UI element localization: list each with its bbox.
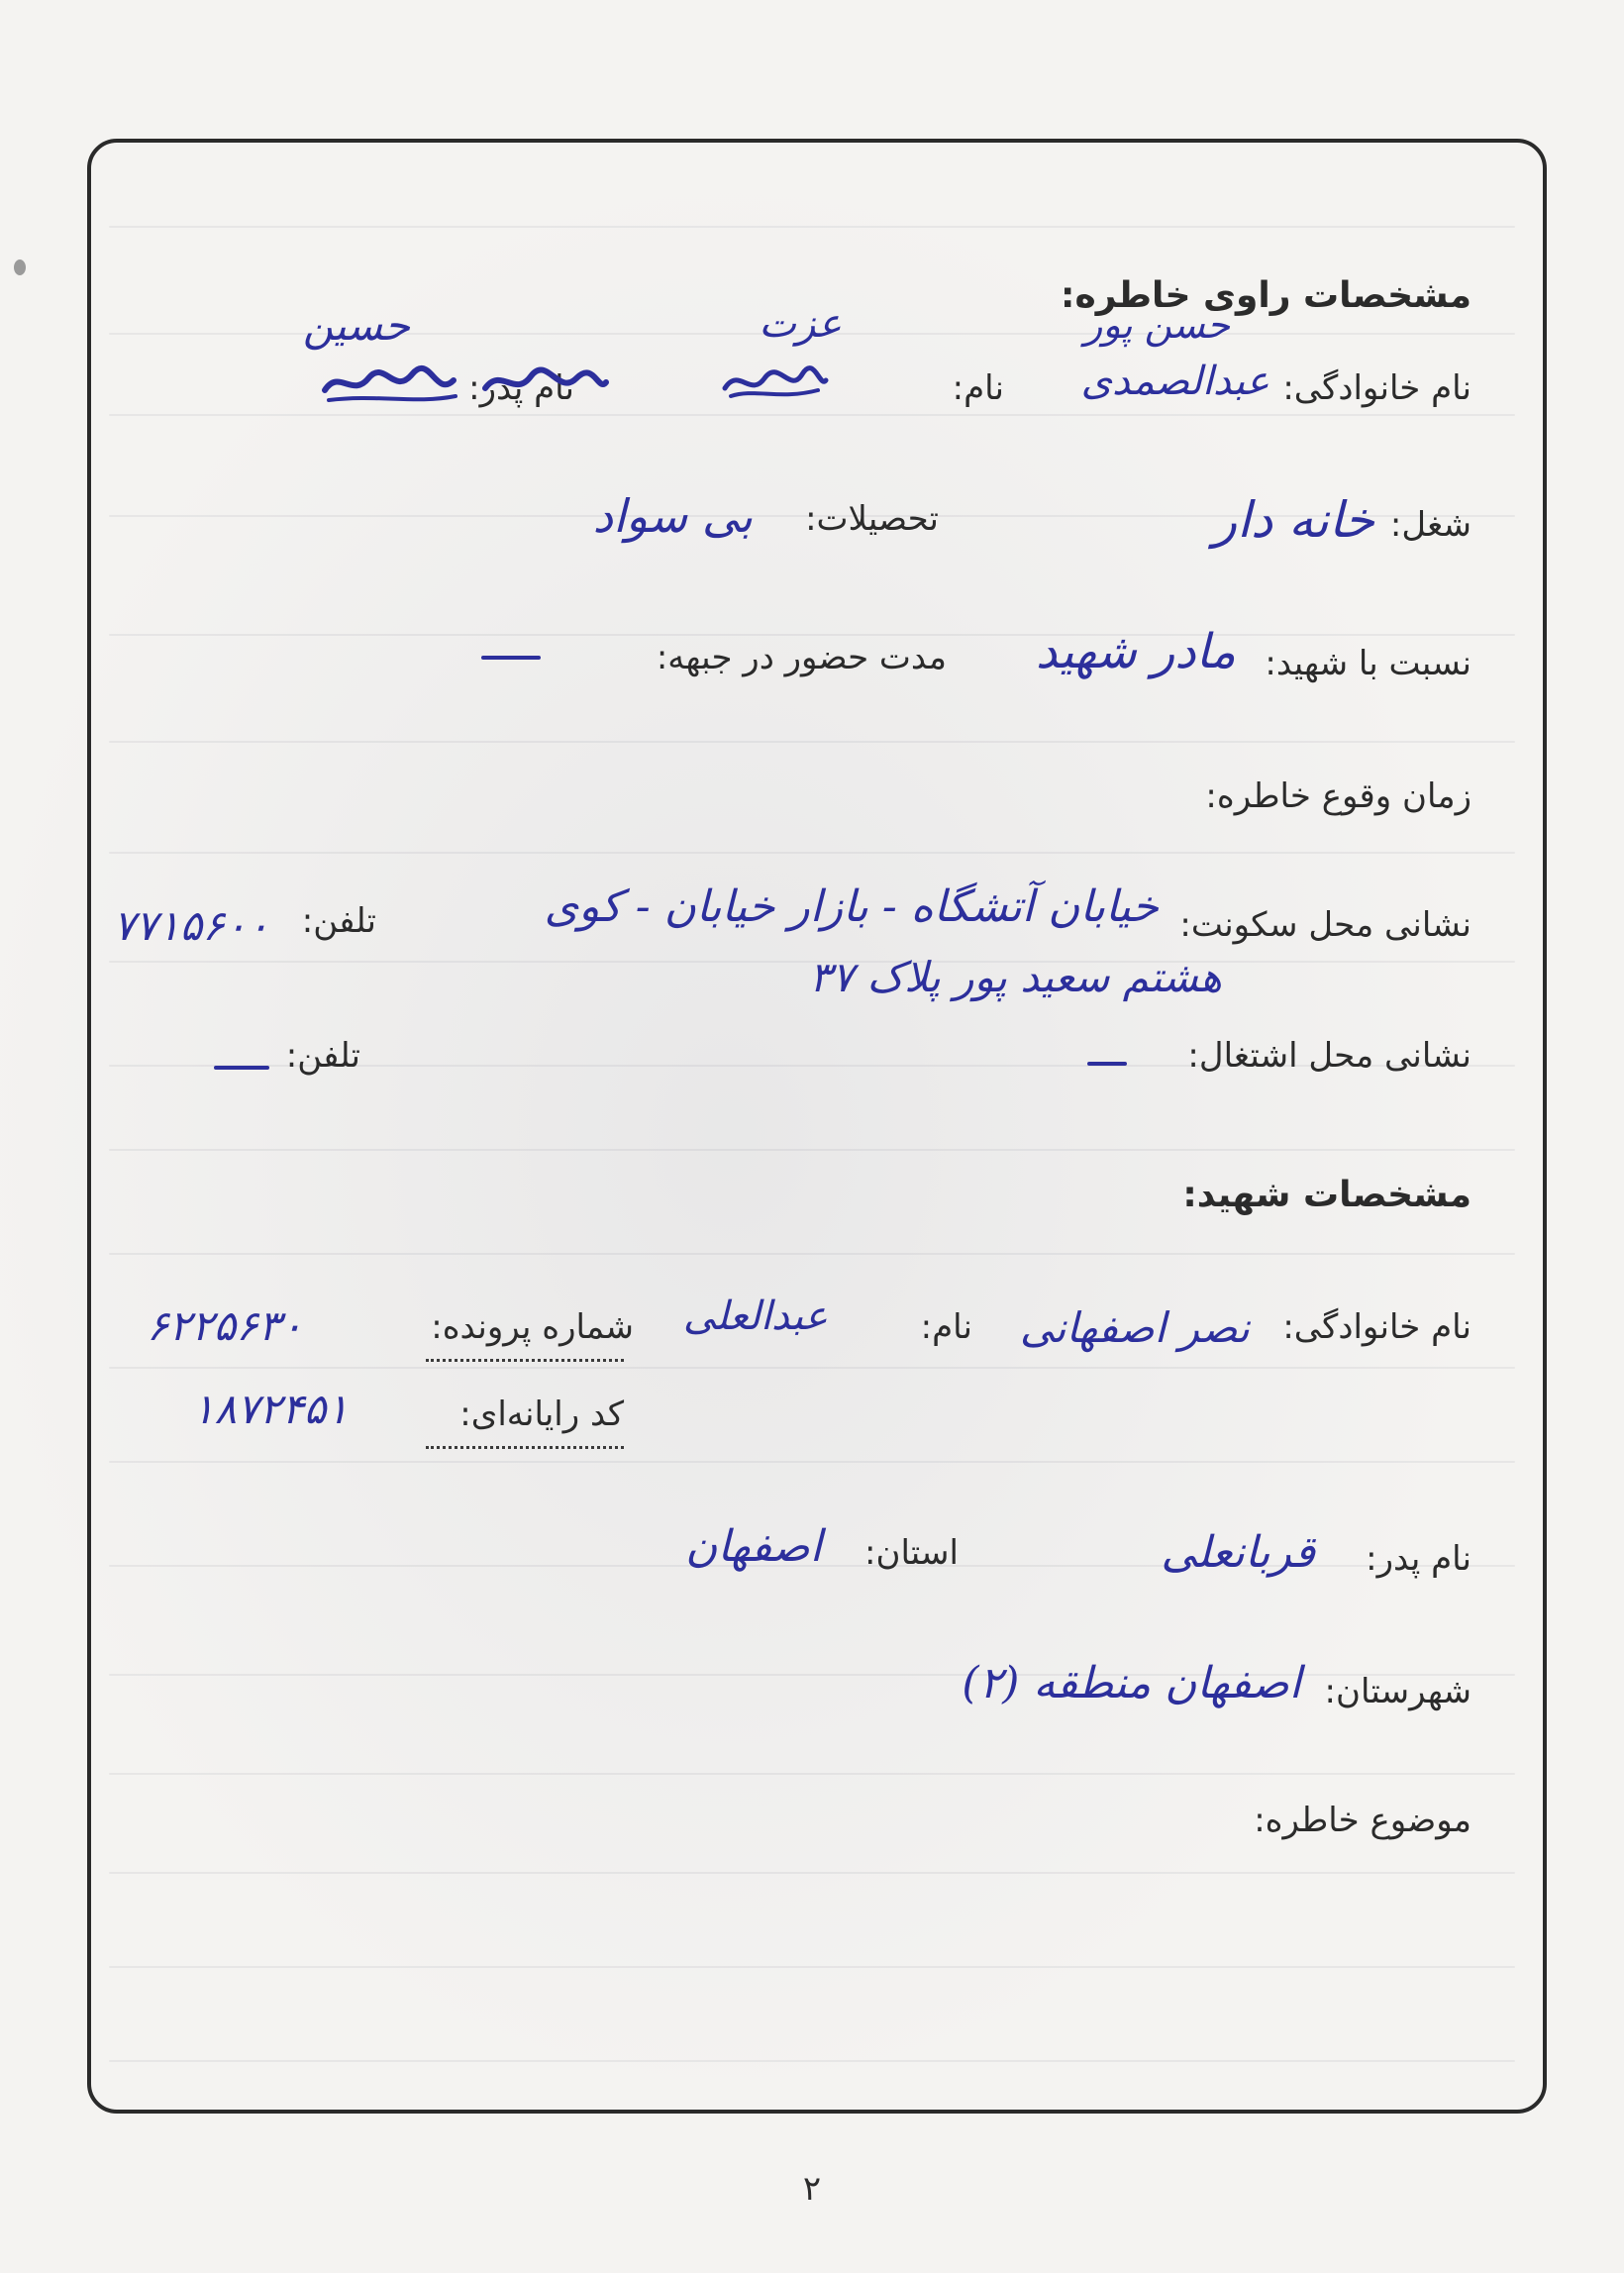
narrator-heading: مشخصات راوی خاطره: (1061, 275, 1472, 316)
narrator-edu-value: بی سواد (592, 489, 753, 543)
narrator-work-phone-label: تلفن: (285, 1036, 360, 1076)
narrator-father-value: حسین (302, 301, 410, 350)
narrator-home-label: نشانی محل سکونت: (1179, 905, 1472, 945)
martyr-family-label: نام خانوادگی: (1282, 1307, 1472, 1347)
martyr-city-value: اصفهان منطقه (۲) (962, 1658, 1301, 1708)
martyr-file-value: ۶۲۲۵۶۳۰ (147, 1301, 303, 1350)
narrator-relation-label: نسبت با شهید: (1265, 644, 1472, 683)
narrator-work-empty-mark (1087, 1062, 1127, 1066)
narrator-time-label: زمان وقوع خاطره: (1205, 776, 1472, 816)
narrator-family-label: نام خانوادگی: (1282, 368, 1472, 408)
martyr-father-label: نام پدر: (1366, 1539, 1472, 1579)
narrator-first-value: عزت (759, 301, 842, 347)
narrator-relation-value: مادر شهید (1035, 624, 1236, 679)
narrator-edu-label: تحصیلات: (805, 499, 939, 539)
martyr-heading: مشخصات شهید: (1182, 1175, 1472, 1215)
martyr-file-label: شماره پرونده: (431, 1307, 634, 1347)
narrator-family-value: عبدالصمدی (1080, 359, 1269, 404)
martyr-first-value: عبدالعلی (682, 1293, 828, 1339)
narrator-job-value: خانه دار (1212, 491, 1374, 549)
page-number: ۲ (802, 2169, 822, 2209)
narrator-home-value-line2: هشتم سعید پور پلاک ۳۷ (809, 953, 1222, 1001)
martyr-family-value: نصر اصفهانی (1019, 1303, 1250, 1352)
martyr-city-label: شهرستان: (1324, 1672, 1472, 1711)
narrator-job-label: شغل: (1389, 505, 1472, 545)
paper-speck (14, 259, 26, 275)
martyr-topic-label: موضوع خاطره: (1254, 1801, 1472, 1840)
martyr-province-label: استان: (864, 1533, 959, 1573)
narrator-family-value-alt: حسن پور (1084, 303, 1230, 347)
martyr-first-label: نام: (920, 1307, 972, 1347)
narrator-work-phone-empty-mark (214, 1066, 269, 1070)
narrator-home-value-line1: خیابان آتشگاه - بازار خیابان - کوی (544, 881, 1159, 932)
narrator-work-label: نشانی محل اشتغال: (1187, 1036, 1472, 1076)
martyr-code-value: ۱۸۷۲۴۵۱ (192, 1385, 349, 1433)
martyr-file-dotline (426, 1359, 624, 1362)
martyr-code-dotline (426, 1446, 624, 1449)
martyr-code-label: کد رایانه‌ای: (459, 1395, 624, 1434)
narrator-first-label: نام: (952, 368, 1004, 408)
martyr-province-value: اصفهان (685, 1521, 822, 1572)
martyr-father-value: قربانعلی (1161, 1527, 1315, 1578)
narrator-home-phone-label: تلفن: (301, 901, 376, 941)
narrator-front-label: مدت حضور در جبهه: (656, 638, 947, 677)
narrator-home-phone-value: ۷۷۱۵۶۰۰ (113, 901, 269, 950)
narrator-father-label: نام پدر: (468, 368, 574, 408)
narrator-front-empty-mark (481, 656, 541, 660)
narrator-first-scribble (721, 359, 830, 406)
narrator-father-scribble (317, 357, 614, 412)
